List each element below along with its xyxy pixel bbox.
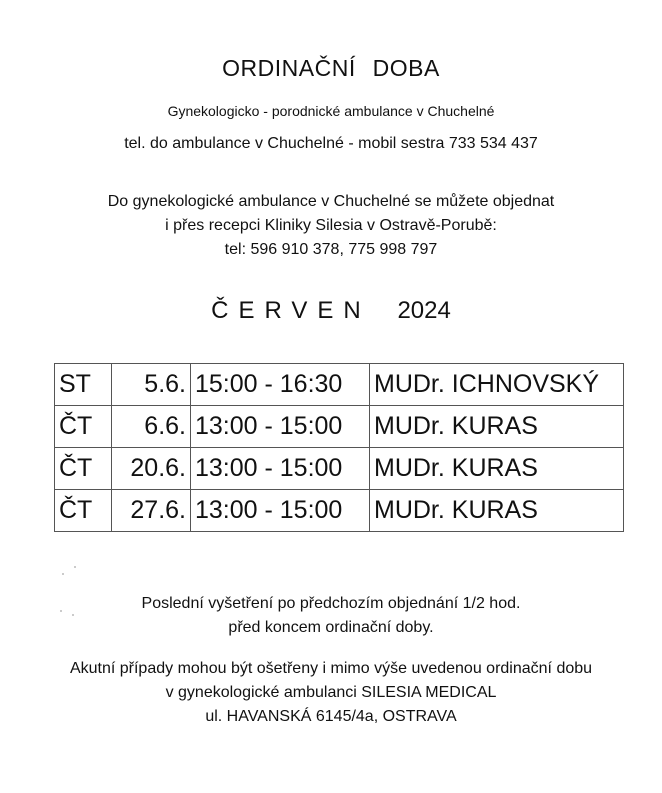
scan-speck — [72, 614, 74, 616]
schedule-date: 5.6. — [112, 364, 191, 406]
acute-cases-address: ul. HAVANSKÁ 6145/4a, OSTRAVA — [205, 708, 457, 725]
schedule-doctor: MUDr. KURAS — [370, 490, 624, 532]
schedule-time: 15:00 - 16:30 — [191, 364, 370, 406]
last-exam-note-line-2: před koncem ordinační doby. — [228, 619, 434, 636]
scan-speck — [62, 573, 64, 575]
booking-info-line-1: Do gynekologické ambulance v Chuchelné se můžete objednat — [107, 193, 555, 210]
month-name: ČERVEN — [211, 297, 371, 324]
schedule-doctor: MUDr. ICHNOVSKÝ — [370, 364, 624, 406]
schedule-time: 13:00 - 15:00 — [191, 448, 370, 490]
schedule-day: ST — [55, 364, 112, 406]
schedule-time: 13:00 - 15:00 — [191, 406, 370, 448]
last-exam-note-line-1: Poslední vyšetření po předchozím objednání 1/2 hod. — [141, 595, 521, 612]
schedule-day: ČT — [55, 448, 112, 490]
acute-cases-line-1: Akutní případy mohou být ošetřeny i mimo výše uvedenou ordinační dobu — [69, 660, 593, 677]
table-row — [55, 490, 624, 532]
schedule-day: ČT — [55, 490, 112, 532]
page-title: ORDINAČNÍ DOBA — [222, 55, 440, 81]
schedule-table — [54, 363, 624, 532]
schedule-time: 13:00 - 15:00 — [191, 490, 370, 532]
acute-cases-line-2: v gynekologické ambulanci SILESIA MEDICAL — [165, 684, 497, 701]
month-heading — [0, 297, 662, 325]
table-row — [55, 364, 624, 406]
schedule-doctor: MUDr. KURAS — [370, 406, 624, 448]
schedule-day: ČT — [55, 406, 112, 448]
schedule-date: 6.6. — [112, 406, 191, 448]
table-row — [55, 406, 624, 448]
schedule-doctor: MUDr. KURAS — [370, 448, 624, 490]
schedule-date: 20.6. — [112, 448, 191, 490]
clinic-phone: tel. do ambulance v Chuchelné - mobil sestra 733 534 437 — [124, 135, 538, 152]
month-year: 2024 — [397, 297, 451, 324]
booking-phone-numbers: tel: 596 910 378, 775 998 797 — [224, 241, 438, 258]
schedule-date: 27.6. — [112, 490, 191, 532]
clinic-name: Gynekologicko - porodnické ambulance v Chuchelné — [167, 103, 495, 119]
table-row — [55, 448, 624, 490]
booking-info-line-2: i přes recepci Kliniky Silesia v Ostravě-Porubě: — [165, 217, 497, 234]
scan-speck — [74, 566, 76, 568]
